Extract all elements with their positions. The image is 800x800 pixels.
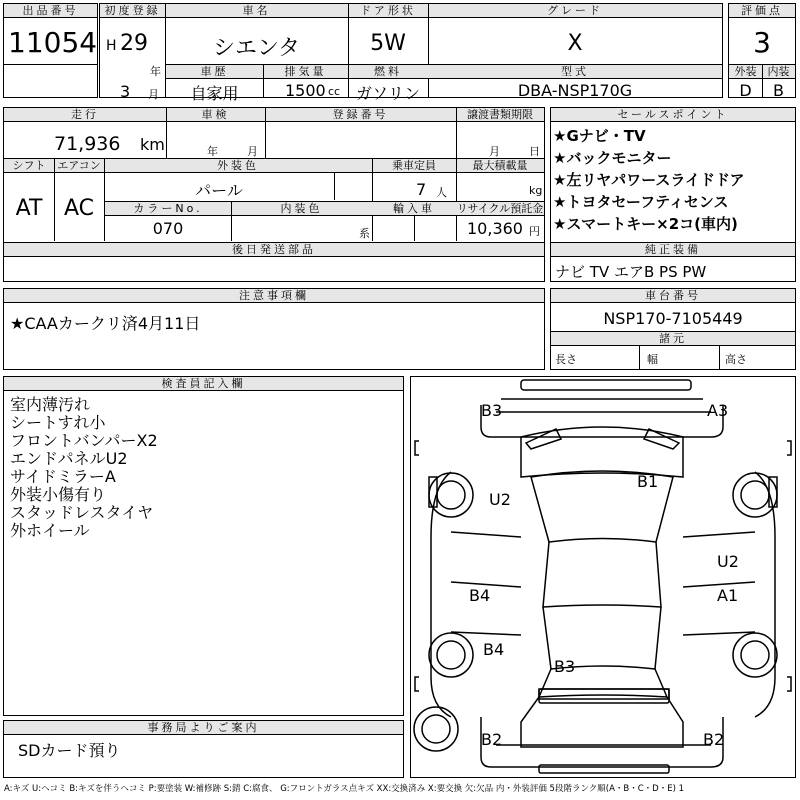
- transfer-month-unit: 月: [489, 145, 500, 158]
- sales-point: ★左リヤパワースライドドア: [553, 171, 745, 189]
- chassis-number: NSP170-7105449: [603, 309, 743, 328]
- mark-b4-low: B4: [483, 640, 505, 659]
- mark-a3-top: A3: [707, 401, 729, 420]
- history: 自家用: [190, 84, 239, 103]
- dim-width: 幅: [647, 353, 658, 366]
- car-name: シエンタ: [212, 36, 301, 61]
- reg-month: 3: [120, 82, 131, 101]
- mileage-unit: km: [140, 135, 165, 154]
- shaken-month-unit: 月: [247, 145, 258, 158]
- aircon: AC: [63, 196, 95, 221]
- later-parts-box: [3, 242, 545, 282]
- mark-b2-right: B2: [703, 730, 725, 749]
- chassis-box: [550, 288, 796, 370]
- reg-no-header: 登録番号: [265, 108, 456, 122]
- car-name-header: 車名: [165, 4, 348, 18]
- seats: 7: [416, 180, 427, 199]
- mark-b3-top: B3: [481, 401, 503, 420]
- int-color-unit: 系: [359, 227, 370, 240]
- mark-a1: A1: [717, 586, 739, 605]
- month-unit: 月: [148, 88, 159, 101]
- seats-header: 乗車定員: [372, 159, 456, 173]
- shift: AT: [15, 196, 43, 221]
- vehicle-info-box: [99, 3, 723, 103]
- front-bumper-top: [521, 380, 691, 390]
- displacement-header: 排気量: [263, 65, 348, 79]
- model-code-header: 型式: [428, 65, 722, 79]
- shift-header: シフト: [4, 159, 54, 173]
- car-diagram-box: [410, 376, 796, 778]
- car-diagram: [411, 377, 795, 777]
- notes-text: ★CAAカークリ済4月11日: [10, 314, 201, 333]
- mileage: 71,936: [54, 133, 121, 155]
- lot-number-header: 出品番号: [4, 4, 97, 18]
- score-box: [728, 3, 796, 98]
- color-no-header: カラーNo.: [105, 202, 231, 216]
- model-code: DBA-NSP170G: [517, 81, 633, 100]
- office-box: [3, 720, 404, 778]
- recycle-amount: 10,360: [467, 219, 523, 238]
- inspector-box: [3, 376, 404, 716]
- aircon-header: エアコン: [54, 159, 104, 173]
- sales-point: ★バックモニター: [553, 149, 672, 167]
- recycle-header: リサイクル預託金: [456, 202, 544, 215]
- door-type: 5W: [370, 31, 406, 56]
- inspector-note: エンドパネルU2: [10, 449, 128, 468]
- notes-box: [3, 288, 545, 370]
- inspector-note: 室内薄汚れ: [10, 395, 91, 414]
- inspector-note: フロントバンパーX2: [10, 431, 158, 450]
- max-load-header: 最大積載量: [456, 159, 544, 173]
- transfer-docs-header: 譲渡書類期限: [456, 108, 544, 122]
- wheel-rear-left: [429, 633, 473, 677]
- first-reg-header: 初度登録: [100, 4, 165, 18]
- legend-text: A:キズ U:ヘコミ B:キズを伴うヘコミ P:要塗装 W:補修跡 S:錆 C:腐食、 G:フロントガラス点キズ XX:交換済み X:要交換 欠:欠品 内・外装評価 5段階ランク順(A・B・C・D・E) 1: [4, 784, 685, 794]
- transfer-day-unit: 日: [529, 145, 540, 158]
- lot-number-box: [3, 3, 98, 98]
- lot-number: 11054: [8, 26, 98, 59]
- dim-length: 長さ: [555, 353, 577, 366]
- ext-color-header: 外装色: [104, 159, 372, 173]
- mileage-header: 走行: [4, 108, 166, 122]
- exterior-grade: D: [739, 81, 752, 100]
- inspector-note: サイドミラーA: [10, 467, 116, 486]
- sales-points-header: セールスポイント: [551, 108, 795, 122]
- genuine-box: [550, 242, 796, 282]
- rear-outline: [481, 717, 723, 767]
- sales-point: ★Gナビ・TV: [553, 127, 646, 145]
- shaken-year-unit: 年: [207, 145, 218, 158]
- fuel-header: 燃料: [348, 65, 428, 79]
- ext-color: パール: [195, 181, 243, 200]
- mark-b1: B1: [637, 472, 659, 491]
- history-header: 車歴: [166, 65, 263, 79]
- genuine-header: 純正装備: [551, 243, 795, 257]
- reg-year: 29: [120, 31, 148, 56]
- mark-u2-right: U2: [717, 552, 739, 571]
- fuel: ガソリン: [355, 84, 420, 103]
- grade: X: [567, 31, 583, 56]
- door-header: ドア形状: [348, 4, 428, 18]
- mark-u2-left: U2: [489, 490, 511, 509]
- score-header: 評価点: [729, 4, 795, 18]
- mark-b2-left: B2: [481, 730, 503, 749]
- inspector-note: シートすれ小: [10, 413, 106, 432]
- year-unit: 年: [150, 65, 161, 78]
- color-no: 070: [152, 219, 184, 238]
- roof: [543, 542, 661, 607]
- wheel-rear-right: [733, 633, 777, 677]
- mark-b4-mid: B4: [469, 586, 491, 605]
- displacement: 1500: [285, 81, 326, 100]
- inspector-note: 外ホイール: [10, 521, 90, 540]
- interior-grade: B: [773, 81, 784, 100]
- inspector-header: 検査員記入欄: [4, 377, 403, 391]
- inspector-note: 外装小傷有り: [10, 485, 107, 504]
- shaken-header: 車検: [166, 108, 265, 122]
- sales-points-box: [550, 107, 796, 243]
- interior-header: 内装: [762, 65, 795, 79]
- later-parts-header: 後日発送部品: [4, 243, 544, 257]
- era: H: [106, 38, 117, 54]
- grade-header: グレード: [428, 4, 722, 18]
- spare-wheel: [414, 707, 458, 751]
- load-unit: kg: [529, 184, 543, 197]
- seats-unit: 人: [436, 186, 447, 199]
- details-box: [3, 107, 545, 243]
- mark-b3-low: B3: [554, 657, 576, 676]
- chassis-header: 車台番号: [551, 289, 795, 303]
- exterior-header: 外装: [729, 65, 762, 79]
- dim-height: 高さ: [725, 353, 747, 366]
- sales-point: ★トヨタセーフティセンス: [553, 193, 729, 211]
- dims-header: 諸元: [551, 332, 795, 346]
- front-outline: [481, 405, 723, 437]
- inspector-notes-list: [10, 396, 158, 540]
- sales-point: ★スマートキー×2コ(車内): [553, 215, 738, 233]
- import-header: 輸入車: [372, 202, 456, 216]
- office-header: 事務局よりご案内: [4, 721, 403, 735]
- notes-header: 注意事項欄: [4, 289, 544, 303]
- office-text: SDカード預り: [18, 741, 121, 760]
- displacement-unit: cc: [328, 85, 341, 98]
- recycle-unit: 円: [529, 225, 540, 238]
- genuine-equipment: ナビ TV エアB PS PW: [555, 263, 707, 281]
- int-color-header: 内装色: [231, 202, 372, 216]
- sales-points-list: [553, 125, 745, 235]
- score: 3: [753, 26, 771, 59]
- inspector-note: スタッドレスタイヤ: [10, 503, 154, 522]
